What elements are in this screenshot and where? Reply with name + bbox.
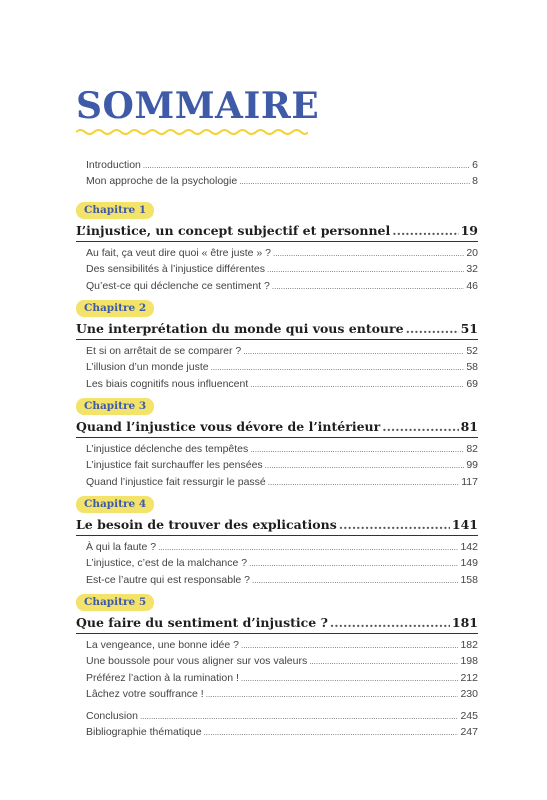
dot-leader xyxy=(309,654,458,670)
dot-leader xyxy=(241,638,459,654)
toc-entry-page: 212 xyxy=(460,671,478,684)
toc-entry-label: L’injustice, c’est de la malchance ? xyxy=(86,557,248,570)
toc-entry[interactable] xyxy=(76,261,478,277)
chapter-badge: Chapitre 3 xyxy=(76,398,154,415)
toc-entry[interactable] xyxy=(76,572,478,588)
dot-leader xyxy=(265,458,465,474)
chapter-page: 141 xyxy=(451,517,478,532)
chapter-title-row[interactable] xyxy=(76,417,478,438)
toc-entry-page: 245 xyxy=(460,710,478,722)
dot-leader xyxy=(392,221,458,241)
toc-entry-label: Les biais cognitifs nous influencent xyxy=(86,377,249,390)
dot-leader xyxy=(273,246,464,262)
dot-leader xyxy=(339,515,450,535)
chapter-4 xyxy=(76,494,478,588)
chapter-badge: Chapitre 4 xyxy=(76,496,154,513)
chapter-page: 51 xyxy=(460,321,478,336)
toc-entry-page: 117 xyxy=(461,475,478,488)
chapter-badge: Chapitre 1 xyxy=(76,202,154,219)
dot-leader xyxy=(252,573,458,589)
intro-section xyxy=(76,157,478,190)
toc-entry-label: Lâchez votre souffrance ! xyxy=(86,688,204,701)
toc-entry[interactable] xyxy=(76,474,478,490)
toc-entry-page: 69 xyxy=(466,377,478,390)
chapter-title: Le besoin de trouver des explications xyxy=(76,517,337,532)
chapter-badge: Chapitre 2 xyxy=(76,300,154,317)
toc-entry-page: 6 xyxy=(472,159,478,171)
dot-leader xyxy=(330,613,450,633)
toc-entry-label: Introduction xyxy=(86,159,141,171)
dot-leader xyxy=(239,174,470,190)
toc-entry[interactable] xyxy=(76,359,478,375)
toc-entry[interactable] xyxy=(76,539,478,555)
chapter-title: Que faire du sentiment d’injustice ? xyxy=(76,615,328,630)
toc-entry-label: Et si on arrêtait de se comparer ? xyxy=(86,345,242,357)
dot-leader xyxy=(243,344,464,360)
dot-leader xyxy=(211,360,465,376)
toc-entry-bibliographie[interactable] xyxy=(76,724,478,740)
toc-entry-label: La vengeance, une bonne idée ? xyxy=(86,639,239,651)
toc-entry-page: 8 xyxy=(472,175,478,188)
dot-leader xyxy=(267,262,464,278)
dot-leader xyxy=(250,442,464,458)
dot-leader xyxy=(272,279,464,295)
toc-entry-page: 99 xyxy=(466,459,478,472)
toc-entry-label: Bibliographie thématique xyxy=(86,726,202,739)
toc-entry-page: 198 xyxy=(460,655,478,668)
chapter-5 xyxy=(76,592,478,703)
toc-entry[interactable] xyxy=(76,637,478,653)
toc-entry[interactable] xyxy=(76,376,478,392)
toc-entry-label: Des sensibilités à l’injustice différentes xyxy=(86,263,265,276)
toc-entry-label: Préférez l’action à la rumination ! xyxy=(86,671,239,684)
toc-entry-label: Est-ce l’autre qui est responsable ? xyxy=(86,573,251,586)
toc-entry-page: 158 xyxy=(460,573,478,586)
toc-entry-page: 20 xyxy=(466,247,478,259)
dot-leader xyxy=(406,319,459,339)
chapter-badge: Chapitre 5 xyxy=(76,594,154,611)
toc-entry-page: 46 xyxy=(466,279,478,292)
toc-entry-conclusion[interactable] xyxy=(76,708,478,724)
outro-section xyxy=(76,708,478,741)
dot-leader xyxy=(241,671,459,687)
page-title: SOMMAIRE xyxy=(76,85,320,127)
toc-entry-page: 58 xyxy=(466,361,478,374)
chapter-page: 81 xyxy=(460,419,478,434)
chapter-title-row[interactable] xyxy=(76,515,478,536)
toc-entry[interactable] xyxy=(76,343,478,359)
toc-entry-page: 149 xyxy=(460,557,478,570)
toc-entry[interactable] xyxy=(76,278,478,294)
toc-entry[interactable] xyxy=(76,441,478,457)
toc-entry[interactable] xyxy=(76,670,478,686)
dot-leader xyxy=(382,417,458,437)
toc-entry[interactable] xyxy=(76,245,478,261)
toc-entry-label: Une boussole pour vous aligner sur vos valeurs xyxy=(86,655,308,668)
dot-leader xyxy=(158,540,458,556)
dot-leader xyxy=(204,725,459,741)
chapter-title: L’injustice, un concept subjectif et personnel xyxy=(76,223,391,238)
toc-entry-label: Qu’est-ce qui déclenche ce sentiment ? xyxy=(86,279,270,292)
toc-entry[interactable] xyxy=(76,686,478,702)
chapter-3 xyxy=(76,396,478,490)
chapter-title-row[interactable] xyxy=(76,221,478,242)
chapter-1 xyxy=(76,200,478,294)
toc-entry-page: 247 xyxy=(460,726,478,739)
chapter-page: 19 xyxy=(460,223,478,238)
dot-leader xyxy=(140,709,459,725)
toc-entry-label: À qui la faute ? xyxy=(86,541,157,553)
toc-entry-page: 230 xyxy=(460,688,478,701)
chapter-title-row[interactable] xyxy=(76,319,478,340)
toc-entry-label: L’injustice fait surchauffer les pensées xyxy=(86,459,263,472)
toc-entry-approche[interactable] xyxy=(76,173,478,189)
toc-entry-introduction[interactable] xyxy=(76,157,478,173)
toc-entry-page: 142 xyxy=(460,541,478,553)
toc-entry-page: 82 xyxy=(466,443,478,455)
toc-entry-page: 32 xyxy=(466,263,478,276)
chapter-2 xyxy=(76,298,478,392)
toc-entry-label: Quand l’injustice fait ressurgir le passé xyxy=(86,475,266,488)
dot-leader xyxy=(206,687,459,703)
toc-entry-page: 182 xyxy=(460,639,478,651)
toc-entry[interactable] xyxy=(76,653,478,669)
toc-entry-label: Au fait, ça veut dire quoi « être juste » ? xyxy=(86,247,272,259)
title-wavy-underline xyxy=(76,128,308,136)
chapter-page: 181 xyxy=(451,615,478,630)
dot-leader xyxy=(268,475,459,491)
chapter-title-row[interactable] xyxy=(76,613,478,634)
dot-leader xyxy=(143,158,470,174)
toc-entry[interactable] xyxy=(76,555,478,571)
dot-leader xyxy=(250,377,464,393)
toc-entry-label: Conclusion xyxy=(86,710,138,722)
toc-entry-label: L’injustice déclenche des tempêtes xyxy=(86,443,249,455)
chapter-title: Quand l’injustice vous dévore de l’intérieur xyxy=(76,419,381,434)
chapter-title: Une interprétation du monde qui vous entoure xyxy=(76,321,404,336)
toc-entry-label: Mon approche de la psychologie xyxy=(86,175,238,188)
dot-leader xyxy=(249,556,458,572)
toc-entry[interactable] xyxy=(76,457,478,473)
toc-entry-page: 52 xyxy=(466,345,478,357)
toc-entry-label: L’illusion d’un monde juste xyxy=(86,361,209,374)
